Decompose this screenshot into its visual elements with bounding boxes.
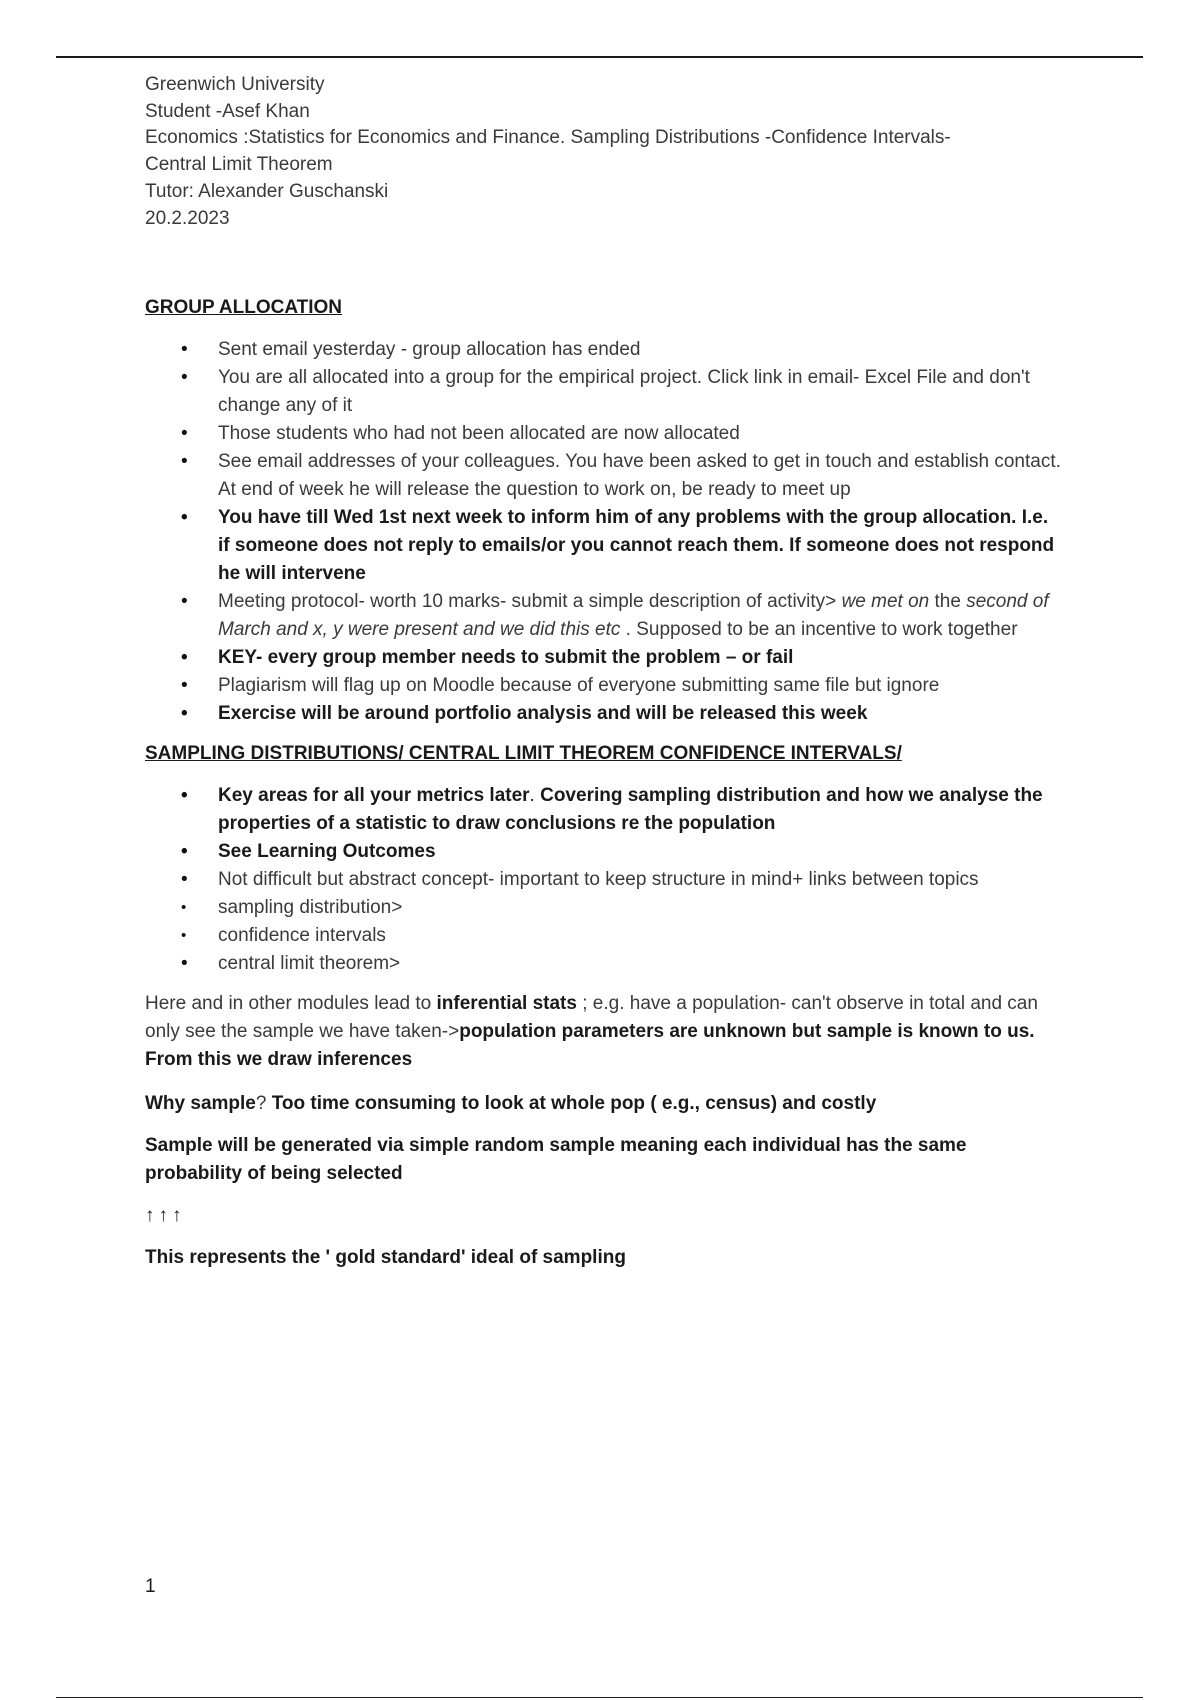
sampling-list [145,782,1065,978]
list-item: • See Learning Outcomes [145,838,1065,866]
list-item [145,782,1065,838]
sub-list-item: • central limit theorem> [145,950,1065,978]
university-line: Greenwich University [145,74,325,95]
text-run: we met on [841,591,935,613]
list-item: • You have till Wed 1st next week to inform him of any problems with the group allocation. I.e. if someone does not reply to emails/or you cannot reach them. If someone does not respond he will intervene [145,504,1065,588]
text-run: . [529,785,541,807]
sub-list-item: • sampling distribution> [145,894,1065,922]
document-body [145,72,1065,1286]
text-run: Meeting protocol- worth 10 marks- submit a simple description of activity> [218,591,842,613]
course-line-continued: Central Limit Theorem [145,154,333,176]
text-run: inferential stats [436,993,577,1015]
inferential-paragraph [145,990,1065,1074]
up-arrows: ↑↑↑ [145,1205,186,1227]
page-number: 1 [145,1576,156,1597]
tutor-line: Tutor: Alexander Guschanski [145,180,389,202]
text-run: Too time consuming to look at whole pop ( e.g., census) and costly [271,1093,877,1115]
list-item: • KEY- every group member needs to submit the problem – or fail [145,644,1065,672]
sub-list-item: • confidence intervals [145,922,1065,950]
text-run: Key areas for all your metrics later [218,785,530,807]
text-run: Covering sampling distribution and how we analyse the properties of a statistic to draw conclusions re the population [218,785,1043,835]
list-item: • You are all allocated into a group for the empirical project. Click link in email- Excel File and don't change any of it [145,364,1065,420]
list-item: • See email addresses of your colleagues. You have been asked to get in touch and establish contact. At end of week he will release the question to work on, be ready to meet up [145,448,1065,504]
text-run: ; e.g. have a population- can't observe in total and can only see the sample we have taken-> [145,993,1038,1043]
gold-standard-paragraph: This represents the ' gold standard' ideal of sampling [145,1247,626,1269]
text-run: . Supposed to be an incentive to work together [625,619,1018,641]
date-line: 20.2.2023 [145,207,230,229]
list-item: • Exercise will be around portfolio analysis and will be released this week [145,700,1065,728]
text-run: ? [255,1093,272,1115]
document-header [145,72,1065,232]
list-item [145,588,1065,644]
text-run: second of March and x, y were present and we did this etc [218,591,1049,641]
text-run: Here and in other modules lead to [145,993,437,1015]
top-rule [56,56,1143,58]
text-run: Why sample [145,1093,256,1115]
student-line: Student -Asef Khan [145,100,310,122]
random-sample-paragraph: Sample will be generated via simple random sample meaning each individual has the same probability of being selected [145,1135,967,1185]
sampling-heading: SAMPLING DISTRIBUTIONS/ CENTRAL LIMIT THEOREM CONFIDENCE INTERVALS/ [145,743,902,765]
bottom-rule [56,1697,1143,1698]
list-item: • Sent email yesterday - group allocation has ended [145,336,1065,364]
text-run: population parameters are unknown but sample is known to us. From this we draw inferences [145,1021,1035,1071]
why-sample-paragraph [145,1090,1065,1118]
course-line: Economics :Statistics for Economics and Finance. Sampling Distributions -Confidence Intervals- [145,127,951,149]
list-item: • Not difficult but abstract concept- important to keep structure in mind+ links between topics [145,866,1065,894]
list-item: • Those students who had not been allocated are now allocated [145,420,1065,448]
group-allocation-heading: GROUP ALLOCATION [145,297,343,319]
list-item: • Plagiarism will flag up on Moodle because of everyone submitting same file but ignore [145,672,1065,700]
text-run: the [934,591,967,613]
group-allocation-list [145,336,1065,728]
